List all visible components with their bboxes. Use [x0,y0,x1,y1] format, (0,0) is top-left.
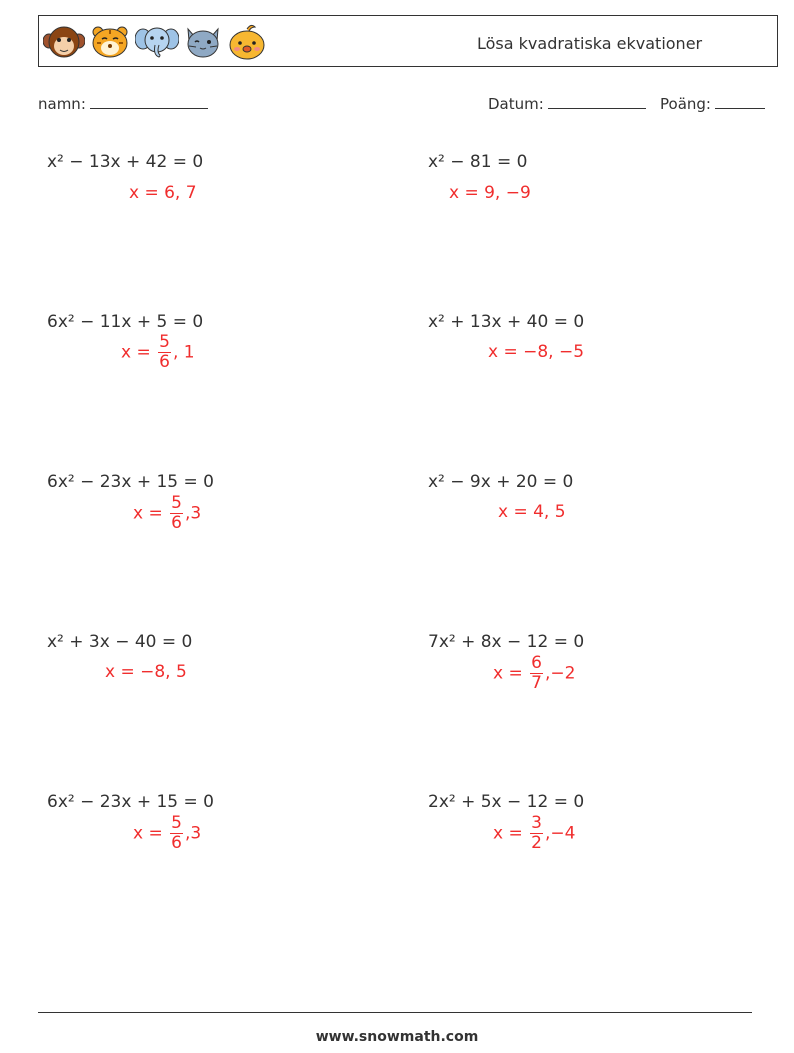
answer-prefix: x = [493,663,523,684]
problem-answer: x = 6, 7 [129,183,197,203]
answer-suffix: ,3 [184,823,202,844]
answer-suffix: , 1 [172,342,195,363]
fraction-denominator: 6 [171,513,182,533]
fraction-denominator: 2 [531,833,542,853]
problem-answer [133,814,201,853]
problem-question: 6x² − 23x + 15 = 0 [47,792,214,812]
problem-answer: x = −8, 5 [105,662,187,682]
problem-answer [493,654,575,693]
problem-question: x² + 3x − 40 = 0 [47,632,193,652]
problem-question: 2x² + 5x − 12 = 0 [428,792,585,812]
fraction-numerator: 5 [171,813,182,833]
fraction-denominator: 6 [159,352,170,372]
footer-divider [38,1012,752,1013]
problem-answer [133,494,201,533]
tiger-icon [89,25,131,59]
answer-fraction [158,333,171,372]
date-line[interactable] [548,94,646,109]
problem-question: 6x² − 11x + 5 = 0 [47,312,204,332]
fraction-numerator: 5 [159,332,170,352]
problem-question: x² − 81 = 0 [428,152,528,172]
problem-question: x² − 13x + 42 = 0 [47,152,204,172]
problem-question: 7x² + 8x − 12 = 0 [428,632,585,652]
answer-prefix: x = [121,342,151,363]
answer-suffix: ,−4 [544,823,576,844]
answer-fraction [530,654,543,693]
problem-answer [121,333,195,372]
problem-answer: x = 9, −9 [449,183,531,203]
chick-icon [227,23,267,61]
header-box [38,15,778,67]
name-field [38,94,208,113]
answer-fraction [530,814,543,853]
date-field [488,94,646,113]
name-label: namn: [38,95,86,113]
problem-question: x² − 9x + 20 = 0 [428,472,574,492]
answer-prefix: x = [493,823,523,844]
fraction-numerator: 3 [531,813,542,833]
fraction-denominator: 6 [171,833,182,853]
footer-link[interactable]: www.snowmath.com [315,1029,479,1045]
cat-icon [183,25,223,59]
worksheet-title: Lösa kvadratiska ekvationer [477,34,703,53]
answer-suffix: ,−2 [544,663,576,684]
problem-answer [493,814,575,853]
fraction-denominator: 7 [531,673,542,693]
problem-answer: x = −8, −5 [488,342,585,362]
answer-suffix: ,3 [184,503,202,524]
score-label: Poäng: [660,95,711,113]
fraction-numerator: 5 [171,493,182,513]
fraction-numerator: 6 [531,653,542,673]
elephant-icon [135,25,179,59]
monkey-icon [43,25,85,59]
answer-fraction [170,814,183,853]
answer-prefix: x = [133,823,163,844]
problem-question: x² + 13x + 40 = 0 [428,312,585,332]
answer-fraction [170,494,183,533]
score-line[interactable] [715,94,765,109]
problem-question: 6x² − 23x + 15 = 0 [47,472,214,492]
name-line[interactable] [90,94,208,109]
answer-prefix: x = [133,503,163,524]
score-field [660,94,765,113]
date-label: Datum: [488,95,544,113]
problem-answer: x = 4, 5 [498,502,566,522]
icon-row [43,22,271,62]
